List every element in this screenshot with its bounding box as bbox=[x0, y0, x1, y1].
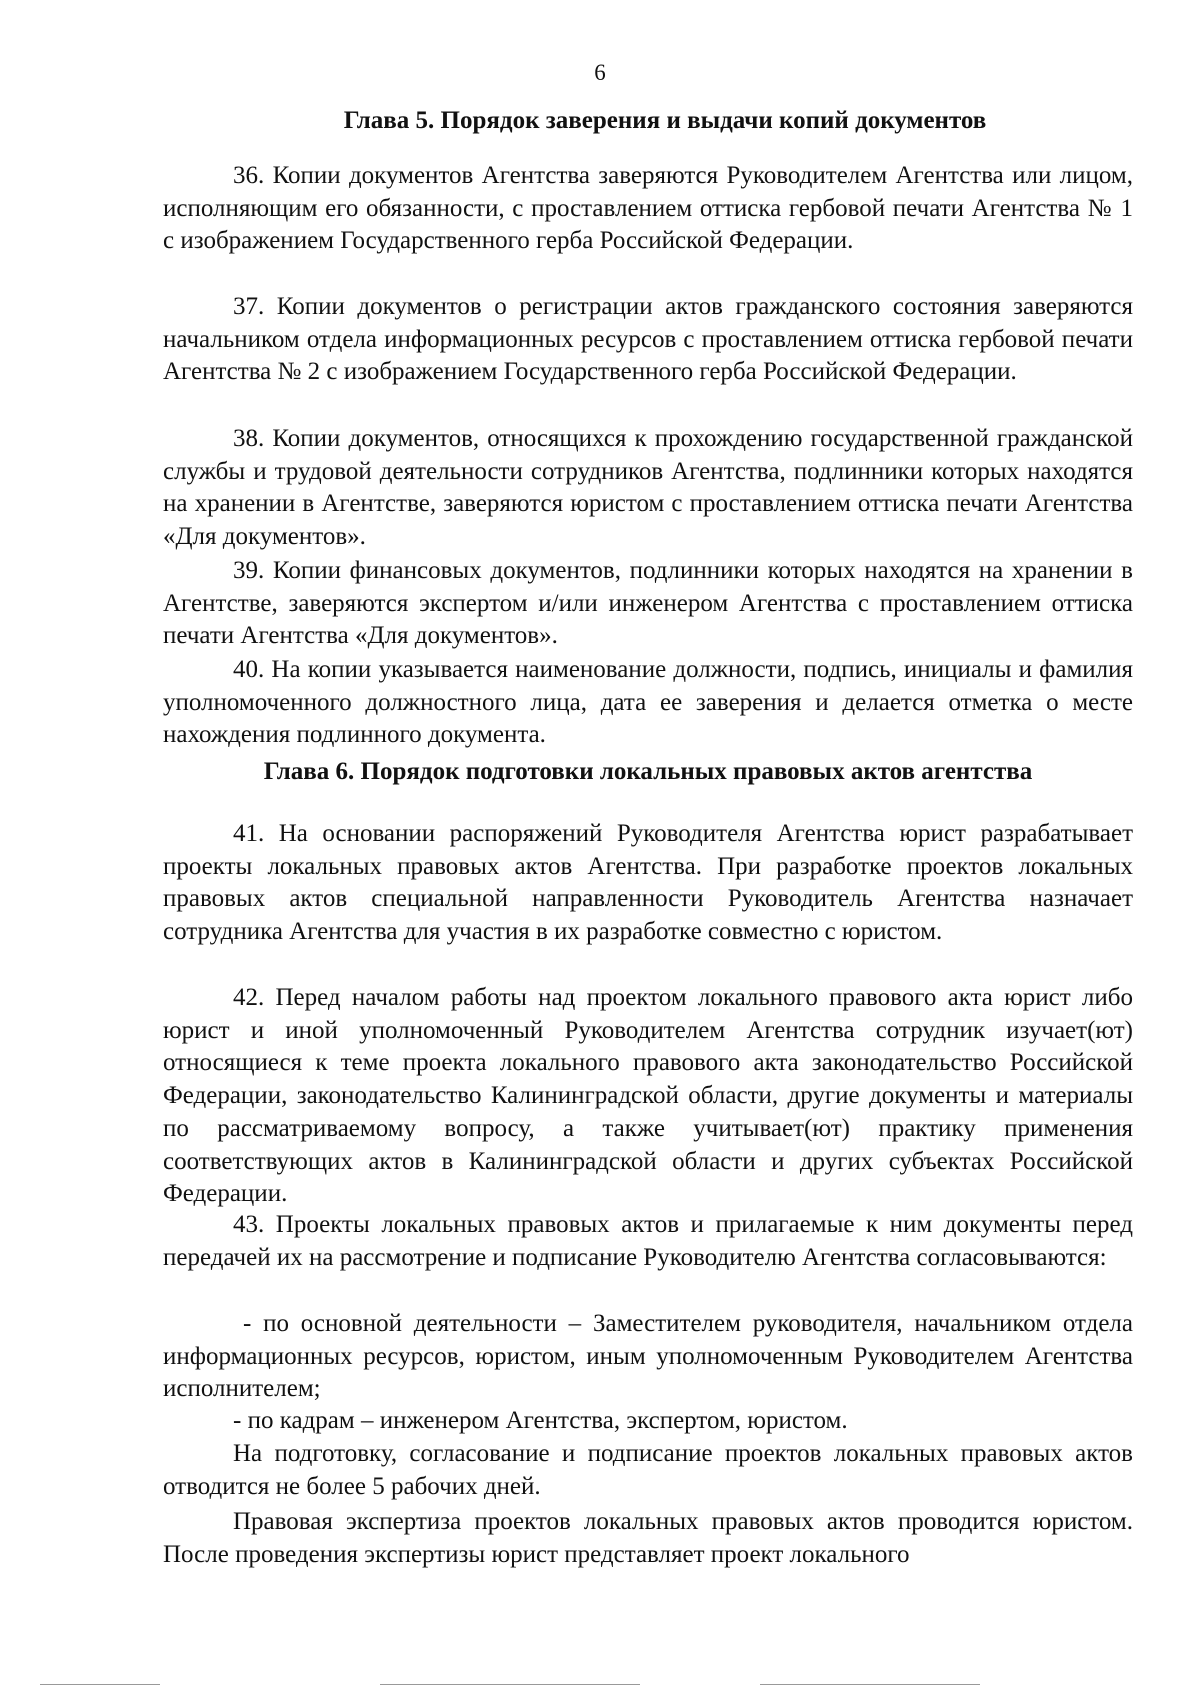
list-item-personnel: - по кадрам – инженером Агентства, экспертом, юристом. bbox=[233, 1407, 848, 1434]
paragraph-39: 39. Копии финансовых документов, подлинники которых находятся на хранении в Агентстве, заверяются экспертом и/или инженером Агентства с проставлением оттиска печати Агентства «Для документов». bbox=[163, 557, 1133, 650]
paragraph-legal-review: Правовая экспертиза проектов локальных правовых актов проводится юристом. После проведения экспертизы юрист представляет проект локального bbox=[163, 1508, 1133, 1568]
scan-artifact-line bbox=[760, 1684, 980, 1685]
chapter-5-heading: Глава 5. Порядок заверения и выдачи копий документов bbox=[343, 107, 987, 134]
paragraph-40: 40. На копии указывается наименование должности, подпись, инициалы и фамилия уполномоченного должностного лица, дата ее заверения и делается отметка о месте нахождения подлинного документа. bbox=[163, 656, 1133, 749]
paragraph-43: 43. Проекты локальных правовых актов и прилагаемые к ним документы перед передачей их на рассмотрение и подписание Руководителю Агентства согласовываются: bbox=[163, 1211, 1133, 1271]
paragraph-41: 41. На основании распоряжений Руководителя Агентства юрист разрабатывает проекты локальных правовых актов Агентства. При разработке проектов локальных правовых актов специальной направленности Руководитель Агентства назначает сотрудника Агентства для участия в их разработке совместно с юристом. bbox=[163, 820, 1133, 946]
paragraph-36: 36. Копии документов Агентства заверяются Руководителем Агентства или лицом, исполняющим его обязанности, с проставлением оттиска гербовой печати Агентства № 1 с изображением Государственного герба Российской Федерации. bbox=[163, 162, 1133, 255]
paragraph-37: 37. Копии документов о регистрации актов гражданского состояния заверяются начальником отдела информационных ресурсов с проставлением оттиска гербовой печати Агентства № 2 с изображением Государственного герба Российской Федерации. bbox=[163, 293, 1133, 386]
paragraph-38: 38. Копии документов, относящихся к прохождению государственной гражданской службы и трудовой деятельности сотрудников Агентства, подлинники которых находятся на хранении в Агентстве, заверяются юристом с проставлением оттиска печати Агентства «Для документов». bbox=[163, 425, 1133, 551]
paragraph-42: 42. Перед началом работы над проектом локального правового акта юрист либо юрист и иной уполномоченный Руководителем Агентства сотрудник изучает(ют) относящиеся к теме проекта локального правового акта законодательство Российской Федерации, законодательство Калининградской области, другие документы и материалы по рассматриваемому вопросу, а также учитывает(ют) практику применения соответствующих актов в Калининградской области и других субъектах Российской Федерации. bbox=[163, 984, 1133, 1208]
paragraph-deadline: На подготовку, согласование и подписание проектов локальных правовых актов отводится не более 5 рабочих дней. bbox=[163, 1440, 1133, 1500]
chapter-6-heading: Глава 6. Порядок подготовки локальных правовых актов агентства bbox=[263, 758, 1033, 785]
page-number: 6 bbox=[594, 60, 606, 85]
scan-artifact-line bbox=[40, 1684, 160, 1685]
list-item-main-activity: - по основной деятельности – Заместителем руководителя, начальником отдела информационных ресурсов, юристом, иным уполномоченным Руководителем Агентства исполнителем; bbox=[163, 1310, 1133, 1403]
scan-artifact-line bbox=[380, 1684, 640, 1685]
